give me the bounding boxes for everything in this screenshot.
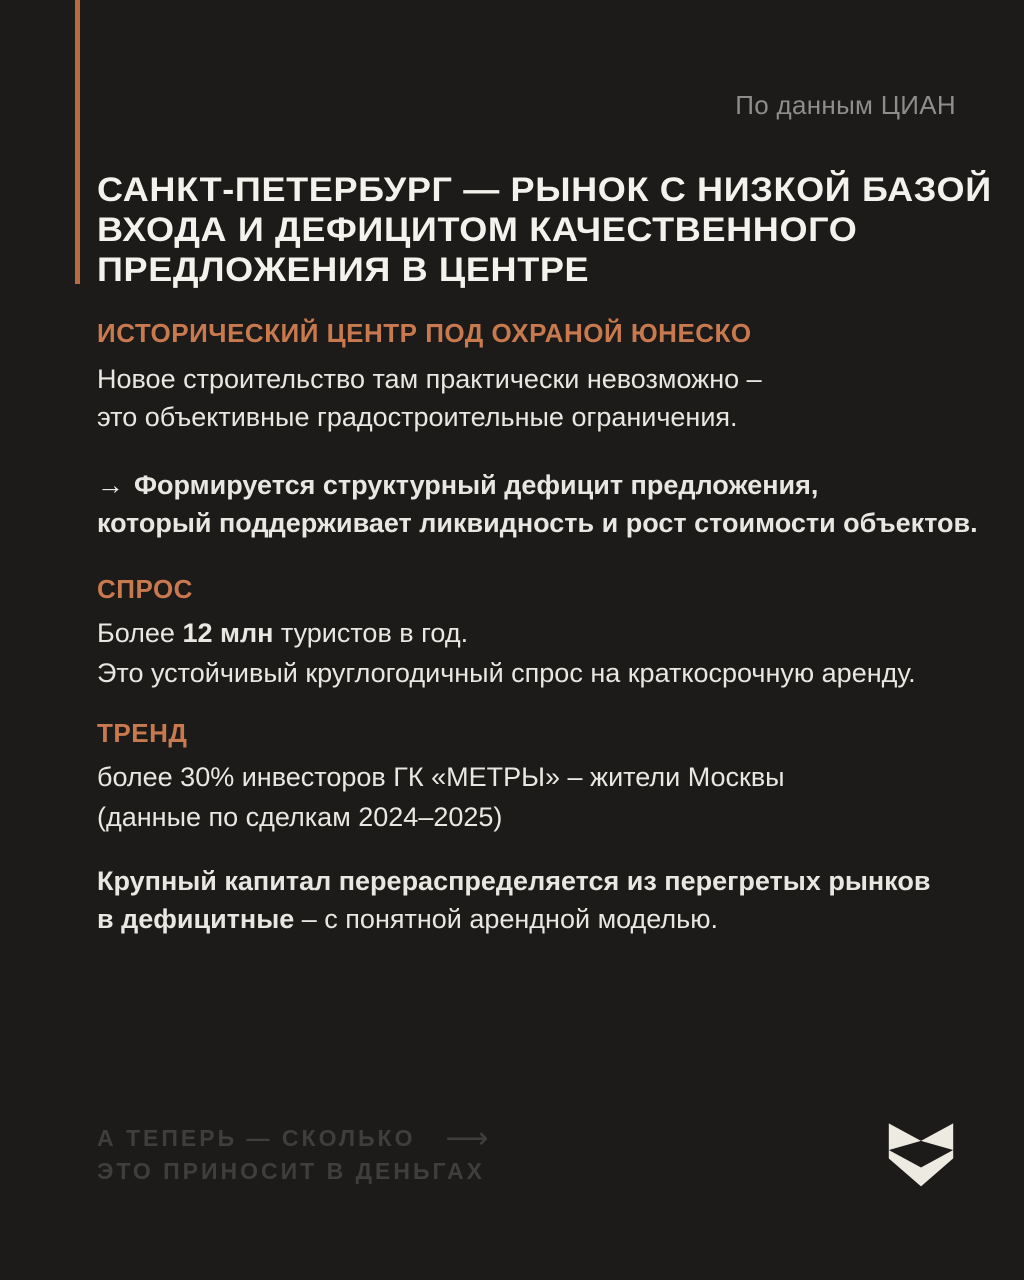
source-note: По данным ЦИАН [735, 90, 956, 120]
conclusion-line [97, 900, 930, 938]
body-line: (данные по сделкам 2024–2025) [97, 802, 503, 832]
callout-line: который поддерживает ликвидность и рост стоимости объектов. [97, 508, 978, 538]
conclusion-line: Крупный капитал перераспределяется из перегретых рынков [97, 866, 931, 896]
demand-highlight: 12 млн [182, 618, 274, 648]
body-line [97, 613, 916, 653]
footer-teaser-text: ЭТО ПРИНОСИТ В ДЕНЬГАХ [97, 1158, 486, 1184]
callout-text: Формируется структурный дефицит предложения, [134, 470, 819, 500]
right-arrow-icon: → [97, 470, 124, 500]
demand-suffix: туристов в год. [273, 618, 469, 648]
section-body-demand [97, 613, 916, 693]
page-title-line: ПРЕДЛОЖЕНИЯ В ЦЕНТРЕ [97, 251, 590, 289]
page-title [97, 170, 992, 290]
conclusion-paragraph [97, 862, 930, 938]
body-line: Это устойчивый круглогодичный спрос на краткосрочную аренду. [97, 658, 916, 688]
conclusion-bold-lead: в дефицитные [97, 904, 295, 934]
footer-teaser [97, 1122, 489, 1188]
body-line: это объективные градостроительные ограничения. [97, 402, 738, 432]
page-title-line: САНКТ-ПЕТЕРБУРГ — РЫНОК С НИЗКОЙ БАЗОЙ [97, 171, 992, 209]
body-line: более 30% инвесторов ГК «МЕТРЫ» – жители Москвы [97, 762, 785, 792]
conclusion-regular-tail: – с понятной арендной моделью. [294, 904, 719, 934]
section-body-unesco [97, 360, 762, 436]
section-heading-demand: СПРОС [97, 574, 193, 604]
page-title-line: ВХОДА И ДЕФИЦИТОМ КАЧЕСТВЕННОГО [97, 211, 858, 249]
long-right-arrow-icon: ⟶ [445, 1121, 489, 1155]
body-line: Новое строительство там практически невозможно – [97, 364, 762, 394]
section-body-trend [97, 757, 785, 837]
metry-brand-logo-icon [886, 1112, 956, 1188]
section-heading-trend: ТРЕНД [97, 718, 188, 748]
callout-line [97, 466, 978, 504]
section-heading-unesco: ИСТОРИЧЕСКИЙ ЦЕНТР ПОД ОХРАНОЙ ЮНЕСКО [97, 318, 752, 348]
footer-teaser-text: А ТЕПЕРЬ — СКОЛЬКО [97, 1125, 416, 1151]
deficit-callout [97, 466, 978, 542]
footer-teaser-row [97, 1122, 489, 1155]
accent-bar [75, 0, 80, 284]
demand-prefix: Более [97, 618, 183, 648]
